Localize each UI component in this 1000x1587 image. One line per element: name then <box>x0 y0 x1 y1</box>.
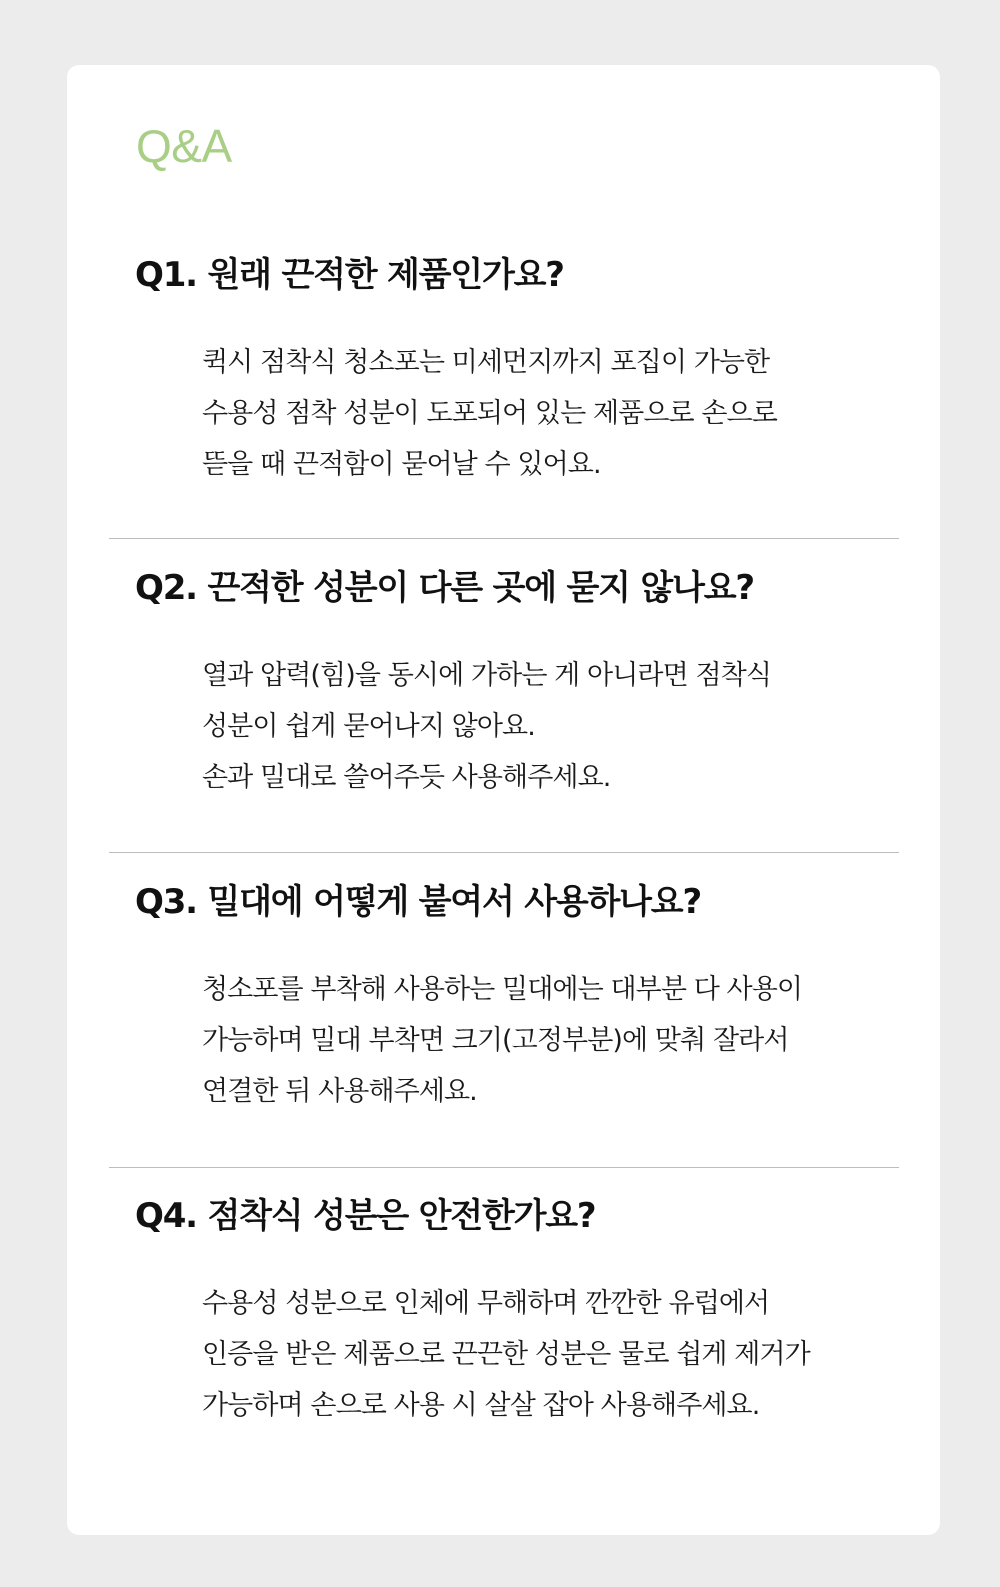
faq-question-2: Q2. 끈적한 성분이 다른 곳에 묻지 않나요? <box>135 568 754 608</box>
answer-line: 수용성 성분으로 인체에 무해하며 깐깐한 유럽에서 <box>202 1288 770 1319</box>
answer-line: 퀵시 점착식 청소포는 미세먼지까지 포집이 가능한 <box>202 347 770 378</box>
faq-question-3: Q3. 밀대에 어떻게 붙여서 사용하나요? <box>135 882 701 922</box>
qa-heading: Q&A <box>136 120 232 172</box>
qa-card <box>67 65 940 1535</box>
answer-line: 뜯을 때 끈적함이 묻어날 수 있어요. <box>202 449 601 480</box>
answer-line: 성분이 쉽게 묻어나지 않아요. <box>202 711 535 742</box>
answer-line: 인증을 받은 제품으로 끈끈한 성분은 물로 쉽게 제거가 <box>202 1339 810 1370</box>
answer-line: 열과 압력(힘)을 동시에 가하는 게 아니라면 점착식 <box>202 660 772 691</box>
faq-answer-1 <box>202 337 862 490</box>
faq-divider-1 <box>109 538 899 539</box>
answer-line: 연결한 뒤 사용해주세요. <box>202 1076 477 1107</box>
faq-answer-4 <box>202 1278 862 1431</box>
answer-line: 수용성 점착 성분이 도포되어 있는 제품으로 손으로 <box>202 398 777 429</box>
answer-line: 가능하며 밀대 부착면 크기(고정부분)에 맞춰 잘라서 <box>202 1025 789 1056</box>
faq-divider-3 <box>109 1167 899 1168</box>
faq-answer-2 <box>202 650 862 803</box>
answer-line: 가능하며 손으로 사용 시 살살 잡아 사용해주세요. <box>202 1390 760 1421</box>
faq-question-4: Q4. 점착식 성분은 안전한가요? <box>135 1196 596 1236</box>
answer-line: 청소포를 부착해 사용하는 밀대에는 대부분 다 사용이 <box>202 974 803 1005</box>
faq-answer-3 <box>202 964 862 1117</box>
answer-line: 손과 밀대로 쓸어주듯 사용해주세요. <box>202 762 611 793</box>
faq-divider-2 <box>109 852 899 853</box>
faq-question-1: Q1. 원래 끈적한 제품인가요? <box>135 255 564 295</box>
